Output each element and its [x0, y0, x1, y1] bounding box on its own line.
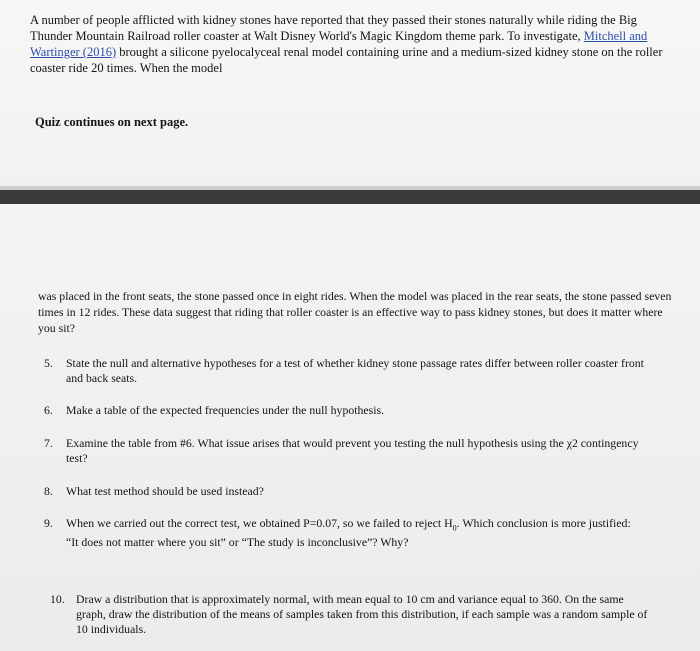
intro-paragraph: [30, 12, 680, 76]
question-text: What test method should be used instead?: [66, 484, 264, 498]
question-9: [44, 516, 644, 550]
question-number: 5.: [44, 356, 53, 370]
question-number: 10.: [50, 592, 65, 606]
page-divider-dark: [0, 190, 700, 204]
question-text: Draw a distribution that is approximately normal, with mean equal to 10 cm and variance equal to 360. On the same graph, draw the distribution of the means of samples taken from this distribution, if each sample was a random sample of 10 individuals.: [76, 592, 648, 636]
page-top: [0, 0, 700, 186]
intro-text-2: brought a silicone pyelocalyceal renal model containing urine and a medium-sized kidney stone on the roller coaster ride 20 times. When the model: [30, 45, 663, 75]
question-text: Examine the table from #6. What issue arises that would prevent you testing the null hypothesis using the χ2 contingency test?: [66, 436, 639, 465]
question-8: [44, 484, 644, 499]
question-text: Make a table of the expected frequencies under the null hypothesis.: [66, 403, 385, 417]
question-number: 7.: [44, 436, 53, 450]
question-text-part-a: When we carried out the correct test, we obtained P=0.07, so we failed to reject H: [66, 516, 453, 530]
h0-subscript: 0: [452, 523, 457, 533]
intro-text-1: A number of people afflicted with kidney stones have reported that they passed their stones naturally while riding the Big Thunder Mountain Railroad roller coaster at Walt Disney World's Magic Kingdom theme park. To investigate,: [30, 13, 637, 43]
citation-link[interactable]: Mitchell and Wartinger (2016): [30, 29, 648, 59]
quiz-continues-note: Quiz continues on next page.: [35, 115, 189, 129]
question-text: [66, 516, 644, 550]
question-number: 6.: [44, 403, 53, 417]
continuation-paragraph: was placed in the front seats, the stone passed once in eight rides. When the model was placed in the rear seats, the stone passed seven times in 12 rides. These data suggest that riding that roller coaster is an effective way to pass kidney stones, but does it matter where you sit?: [38, 289, 672, 335]
question-number: 9.: [44, 516, 53, 530]
question-5: [44, 356, 644, 386]
page-bottom: [0, 204, 700, 651]
question-text: State the null and alternative hypotheses for a test of whether kidney stone passage rates differ between roller coaster front and back seats.: [66, 356, 644, 385]
question-text-part-b: . Which conclusion is more justified: “It does not matter where you sit” or “The study is inconclusive”? Why?: [66, 516, 631, 550]
question-10: [50, 592, 650, 637]
question-number: 8.: [44, 484, 53, 498]
question-6: [44, 403, 644, 418]
question-7: [44, 436, 644, 466]
